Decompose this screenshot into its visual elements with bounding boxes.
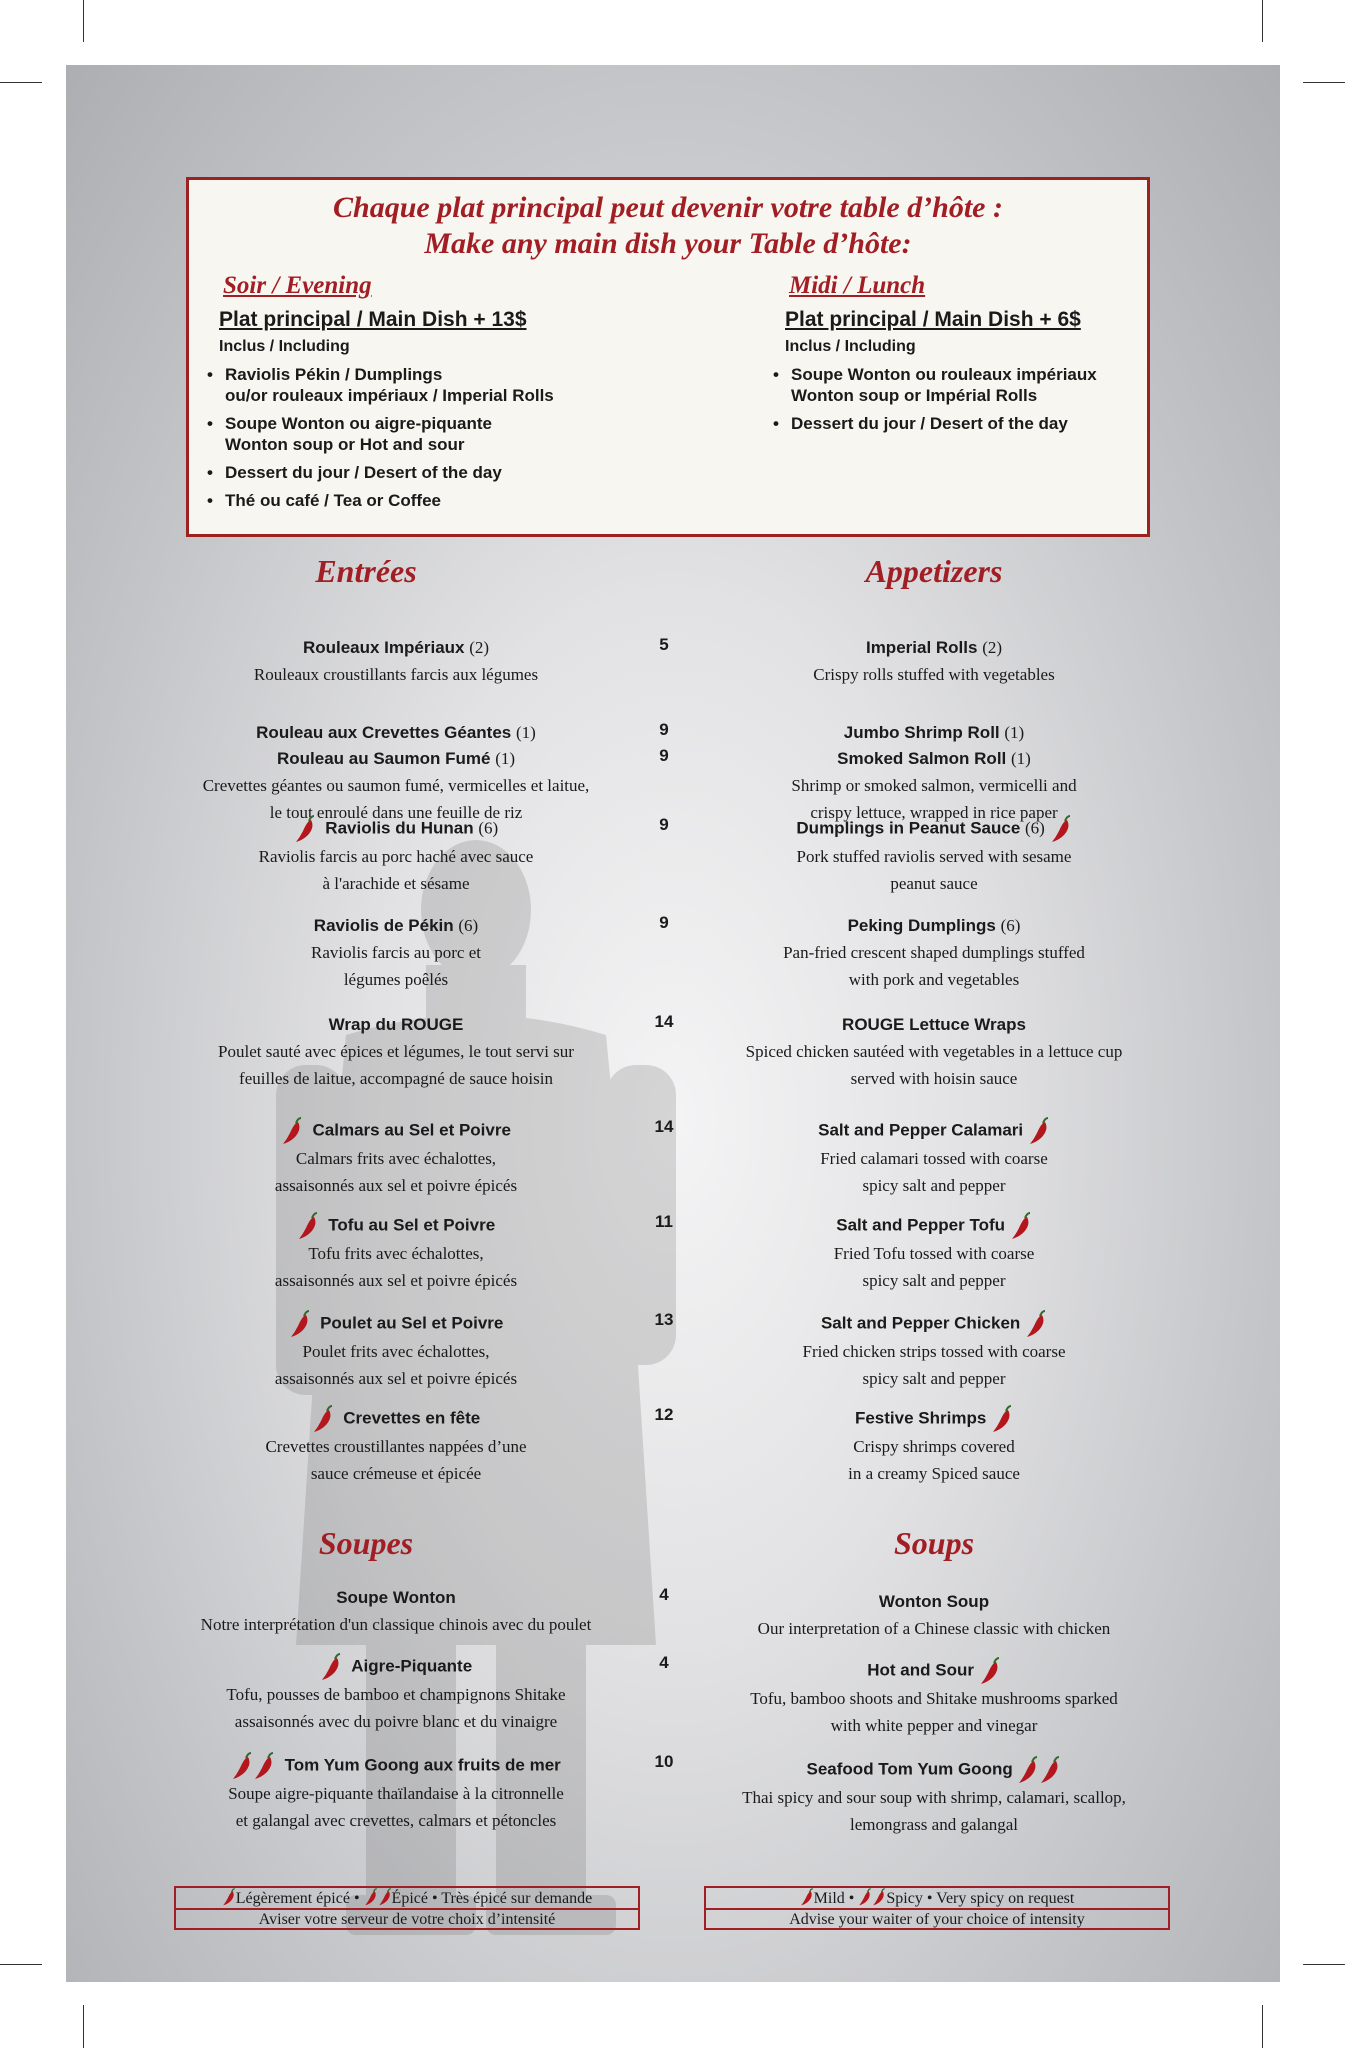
chili-pepper-icon <box>1025 1310 1047 1338</box>
chili-pepper-icon <box>872 1888 886 1906</box>
menu-item-name-line <box>714 913 1154 939</box>
menu-item-name-line <box>186 1012 606 1038</box>
menu-item-name-line <box>186 1117 606 1145</box>
menu-item <box>714 1310 1154 1392</box>
menu-item <box>714 1117 1154 1199</box>
chili-pepper-icon <box>800 1888 814 1906</box>
chili-pepper-icon <box>378 1888 392 1906</box>
menu-item-name: ROUGE Lettuce Wraps <box>842 1015 1026 1034</box>
menu-item-description: Rouleaux croustillants farcis aux légumes <box>253 665 539 684</box>
menu-item-description: Notre interprétation d'un classique chinois avec du poulet <box>200 1615 592 1634</box>
menu-item-name-line <box>186 1310 606 1338</box>
lunch-including: Inclus / Including <box>785 338 916 355</box>
menu-item-name: Raviolis du Hunan <box>325 818 474 838</box>
section-title-soupes: Soupes <box>318 1525 414 1561</box>
chili-pepper-icon <box>231 1752 253 1780</box>
menu-item-name-line <box>186 746 606 772</box>
menu-item-description: Fried chicken strips tossed with coarse spicy salt and pepper <box>802 1342 1066 1388</box>
menu-item-name: Raviolis de Pékin <box>313 916 454 935</box>
chili-pepper-icon <box>253 1752 275 1780</box>
menu-item-name-line <box>714 1117 1154 1145</box>
menu-item-name-line <box>714 1589 1154 1615</box>
section-title-appetizers: Appetizers <box>865 553 1003 589</box>
menu-item-name: Smoked Salmon Roll <box>837 749 1007 768</box>
menu-item-description: Tofu frits avec échalottes, assaisonnés aux sel et poivre épicés <box>274 1244 518 1290</box>
menu-item-price: 14 <box>654 1117 674 1136</box>
menu-item-name-line <box>186 1585 606 1611</box>
menu-item-description: Tofu, pousses de bamboo et champignons Shitake assaisonnés avec du poivre blanc et du vinaigre <box>226 1685 566 1731</box>
chili-pepper-icon <box>289 1310 311 1338</box>
legend-mild: Mild <box>813 1890 845 1907</box>
menu-item-name-line <box>714 746 1154 772</box>
menu-item-name: Crevettes en fête <box>343 1408 481 1428</box>
included-item: • Soupe Wonton ou aigre-piquante Wonton soup or Hot and sour <box>209 413 639 455</box>
menu-item-price: 4 <box>659 1585 669 1604</box>
menu-item-name: Peking Dumplings <box>847 916 996 935</box>
evening-heading: Soir / Evening <box>223 272 372 299</box>
menu-item-description: Poulet sauté avec épices et légumes, le tout servi sur feuilles de laitue, accompagné de sauce hoisin <box>218 1042 574 1088</box>
menu-item-price: 9 <box>659 720 669 739</box>
menu-item-quantity: (6) <box>478 818 499 838</box>
menu-item <box>186 1117 606 1199</box>
menu-item <box>714 1657 1154 1739</box>
menu-item-name: Rouleau au Saumon Fumé <box>276 749 491 768</box>
chili-pepper-icon <box>1050 815 1072 843</box>
menu-item-name-line <box>714 1310 1154 1338</box>
menu-item <box>714 1756 1154 1838</box>
spice-legend-en: Mild • Spicy • Very spicy on request Advise your waiter of your choice of intensity <box>704 1886 1170 1930</box>
chili-pepper-icon <box>1028 1117 1050 1145</box>
menu-item <box>714 635 1154 688</box>
menu-item-name: Salt and Pepper Tofu <box>836 1215 1006 1235</box>
lunch-column <box>785 272 1135 441</box>
menu-item-quantity: (1) <box>516 723 536 742</box>
menu-item-price: 14 <box>654 1012 674 1031</box>
menu-item-name: Wonton Soup <box>878 1592 990 1611</box>
crop-mark <box>0 82 42 83</box>
menu-item-name: Rouleau aux Crevettes Géantes <box>256 723 512 742</box>
menu-item <box>186 720 606 826</box>
menu-item-name-line <box>186 635 606 661</box>
menu-item-price: 9 <box>659 913 669 932</box>
menu-item <box>186 635 606 688</box>
menu-item-name: Hot and Sour <box>867 1660 974 1680</box>
menu-item <box>714 720 1154 826</box>
menu-item-name-line <box>186 1405 606 1433</box>
menu-item <box>186 1310 606 1392</box>
lunch-items <box>775 364 1135 434</box>
menu-item-price: 9 <box>659 815 669 834</box>
menu-item <box>714 815 1154 897</box>
menu-item <box>714 1405 1154 1487</box>
menu-item-name: Tom Yum Goong aux fruits de mer <box>284 1755 561 1775</box>
menu-item-name-line <box>714 1012 1154 1038</box>
menu-item-description: Crevettes géantes ou saumon fumé, vermicelles et laitue, le tout enroulé dans une feuille de riz <box>202 776 590 822</box>
menu-item-description: Our interpretation of a Chinese classic with chicken <box>757 1619 1111 1638</box>
crop-mark <box>1303 82 1345 83</box>
menu-item-description: Calmars frits avec échalottes, assaisonnés aux sel et poivre épicés <box>274 1149 518 1195</box>
menu-item-name-line <box>186 815 606 843</box>
menu-item-price: 12 <box>654 1405 674 1424</box>
menu-item <box>186 1752 606 1834</box>
table-dhote-title-en: Make any main dish your Table d’hôte: <box>424 227 912 260</box>
menu-item-description: Crevettes croustillantes nappées d’une sauce crémeuse et épicée <box>265 1437 527 1483</box>
evening-items <box>209 364 639 511</box>
menu-item <box>186 1405 606 1487</box>
menu-item-name-line <box>714 1657 1154 1685</box>
menu-item-name: Jumbo Shrimp Roll <box>843 723 1000 742</box>
menu-item-name-line <box>186 720 606 746</box>
menu-item-name: Wrap du ROUGE <box>328 1015 464 1034</box>
table-dhote-title-fr: Chaque plat principal peut devenir votre table d’hôte : <box>333 191 1003 224</box>
menu-item-name-line <box>714 1212 1154 1240</box>
menu-item-quantity: (6) <box>1000 916 1021 935</box>
menu-item <box>186 913 606 993</box>
menu-item-quantity: (1) <box>495 749 516 768</box>
menu-item-description: Shrimp or smoked salmon, vermicelli and crispy lettuce, wrapped in rice paper <box>791 776 1077 822</box>
chili-pepper-icon <box>858 1888 872 1906</box>
menu-item-name-line <box>714 720 1154 746</box>
menu-item <box>186 1653 606 1735</box>
menu-item-description: Pork stuffed raviolis served with sesame peanut sauce <box>796 847 1072 893</box>
included-item: • Dessert du jour / Desert of the day <box>775 413 1135 434</box>
spice-legend-fr: Légèrement épicé • Épicé • Très épicé sur demande Aviser votre serveur de votre choix d’intensité <box>174 1886 640 1930</box>
menu-item <box>186 1012 606 1092</box>
menu-item-name-line <box>186 1212 606 1240</box>
menu-item-name: Poulet au Sel et Poivre <box>320 1313 504 1333</box>
menu-item-quantity: (1) <box>1011 749 1031 768</box>
evening-main-dish: Plat principal / Main Dish + 13$ <box>219 308 527 331</box>
evening-including: Inclus / Including <box>219 338 350 355</box>
chili-pepper-icon <box>320 1653 342 1681</box>
menu-item-name: Seafood Tom Yum Goong <box>806 1759 1013 1779</box>
menu-item-name: Dumplings in Peanut Sauce <box>796 818 1021 838</box>
menu-item <box>186 815 606 897</box>
menu-item-name: Calmars au Sel et Poivre <box>312 1120 511 1140</box>
crop-mark <box>83 2005 84 2048</box>
section-title-entrees: Entrées <box>315 553 417 589</box>
menu-item-quantity: (2) <box>469 638 490 657</box>
menu-item-name-line <box>714 1405 1154 1433</box>
menu-item-price: 9 <box>659 746 669 765</box>
menu-item-name: Aigre-Piquante <box>351 1656 473 1676</box>
menu-item-description: Raviolis farcis au porc haché avec sauce à l'arachide et sésame <box>258 847 534 893</box>
legend-very-spicy: Very spicy on request <box>936 1890 1075 1907</box>
menu-item-quantity: (6) <box>458 916 479 935</box>
menu-item-name: Festive Shrimps <box>854 1408 987 1428</box>
menu-item-quantity: (2) <box>982 638 1003 657</box>
menu-item-description: Fried calamari tossed with coarse spicy salt and pepper <box>820 1149 1048 1195</box>
menu-item-description: Fried Tofu tossed with coarse spicy salt and pepper <box>833 1244 1035 1290</box>
crop-mark <box>1262 0 1263 42</box>
chili-pepper-icon <box>1039 1756 1061 1784</box>
crop-mark <box>83 0 84 42</box>
menu-item-quantity: (6) <box>1025 818 1045 838</box>
menu-item-price: 11 <box>655 1212 673 1231</box>
menu-item-price: 10 <box>654 1752 674 1771</box>
included-item: • Raviolis Pékin / Dumplings ou/or rouleaux impériaux / Imperial Rolls <box>209 364 639 406</box>
chili-pepper-icon <box>294 815 316 843</box>
menu-item-name: Tofu au Sel et Poivre <box>328 1215 496 1235</box>
crop-mark <box>1303 1964 1345 1965</box>
menu-item-name-line <box>186 1653 606 1681</box>
included-item: • Thé ou café / Tea or Coffee <box>209 490 639 511</box>
legend-very-spicy: Très épicé sur demande <box>441 1890 593 1907</box>
menu-item-description: Thai spicy and sour soup with shrimp, calamari, scallop, lemongrass and galangal <box>742 1788 1126 1834</box>
menu-item-name-line <box>714 635 1154 661</box>
menu-item-description: Tofu, bamboo shoots and Shitake mushrooms sparked with white pepper and vinegar <box>750 1689 1118 1735</box>
chili-pepper-icon <box>979 1657 1001 1685</box>
chili-pepper-icon <box>364 1888 378 1906</box>
menu-item-name-line <box>714 815 1154 843</box>
menu-item-name-line <box>714 1756 1154 1784</box>
menu-item-name: Salt and Pepper Chicken <box>820 1313 1021 1333</box>
menu-item-description: Pan-fried crescent shaped dumplings stuffed with pork and vegetables <box>783 943 1085 989</box>
menu-item <box>714 913 1154 993</box>
table-dhote-box <box>186 177 1150 537</box>
chili-pepper-icon <box>991 1405 1013 1433</box>
menu-item-description: Crispy shrimps covered in a creamy Spiced sauce <box>848 1437 1020 1483</box>
menu-item-description: Spiced chicken sautéed with vegetables in a lettuce cup served with hoisin sauce <box>745 1042 1123 1088</box>
evening-column <box>209 272 639 518</box>
legend-advise-en: Advise your waiter of your choice of intensity <box>789 1911 1085 1928</box>
menu-item-price: 4 <box>659 1653 669 1672</box>
chili-pepper-icon <box>312 1405 334 1433</box>
menu-item-name-line <box>186 1752 606 1780</box>
included-item: • Dessert du jour / Desert of the day <box>209 462 639 483</box>
menu-item <box>186 1212 606 1294</box>
menu-page <box>66 65 1280 1982</box>
menu-item-name-line <box>186 913 606 939</box>
chili-pepper-icon <box>1017 1756 1039 1784</box>
legend-advise-fr: Aviser votre serveur de votre choix d’intensité <box>258 1911 556 1928</box>
chili-pepper-icon <box>297 1212 319 1240</box>
menu-item <box>186 1585 606 1638</box>
menu-item-description: Soupe aigre-piquante thaïlandaise à la citronnelle et galangal avec crevettes, calmars et pétoncles <box>228 1784 564 1830</box>
menu-item-name: Salt and Pepper Calamari <box>818 1120 1024 1140</box>
chili-pepper-icon <box>1010 1212 1032 1240</box>
chili-pepper-icon <box>281 1117 303 1145</box>
menu-item-description: Poulet frits avec échalottes, assaisonnés aux sel et poivre épicés <box>274 1342 518 1388</box>
legend-spicy: Spicy <box>886 1890 923 1907</box>
menu-item <box>714 1589 1154 1642</box>
menu-item-name: Soupe Wonton <box>336 1588 456 1607</box>
menu-item <box>714 1012 1154 1092</box>
menu-item <box>714 1212 1154 1294</box>
crop-mark <box>1262 2005 1263 2048</box>
legend-spicy: Épicé <box>391 1890 428 1907</box>
section-title-soups: Soups <box>893 1525 975 1561</box>
menu-item-price: 13 <box>654 1310 674 1329</box>
legend-mild: Légèrement épicé <box>235 1890 350 1907</box>
menu-item-description: Crispy rolls stuffed with vegetables <box>813 665 1055 684</box>
included-item: • Soupe Wonton ou rouleaux impériaux Wonton soup or Impérial Rolls <box>775 364 1135 406</box>
menu-item-description: Raviolis farcis au porc et légumes poêlés <box>311 943 481 989</box>
crop-mark <box>0 1964 42 1965</box>
lunch-main-dish: Plat principal / Main Dish + 6$ <box>785 308 1081 331</box>
menu-item-quantity: (1) <box>1004 723 1025 742</box>
lunch-heading: Midi / Lunch <box>789 272 926 299</box>
menu-item-name: Imperial Rolls <box>865 638 978 657</box>
menu-item-name: Rouleaux Impériaux <box>302 638 465 657</box>
chili-pepper-icon <box>222 1888 236 1906</box>
menu-item-price: 5 <box>659 635 669 654</box>
